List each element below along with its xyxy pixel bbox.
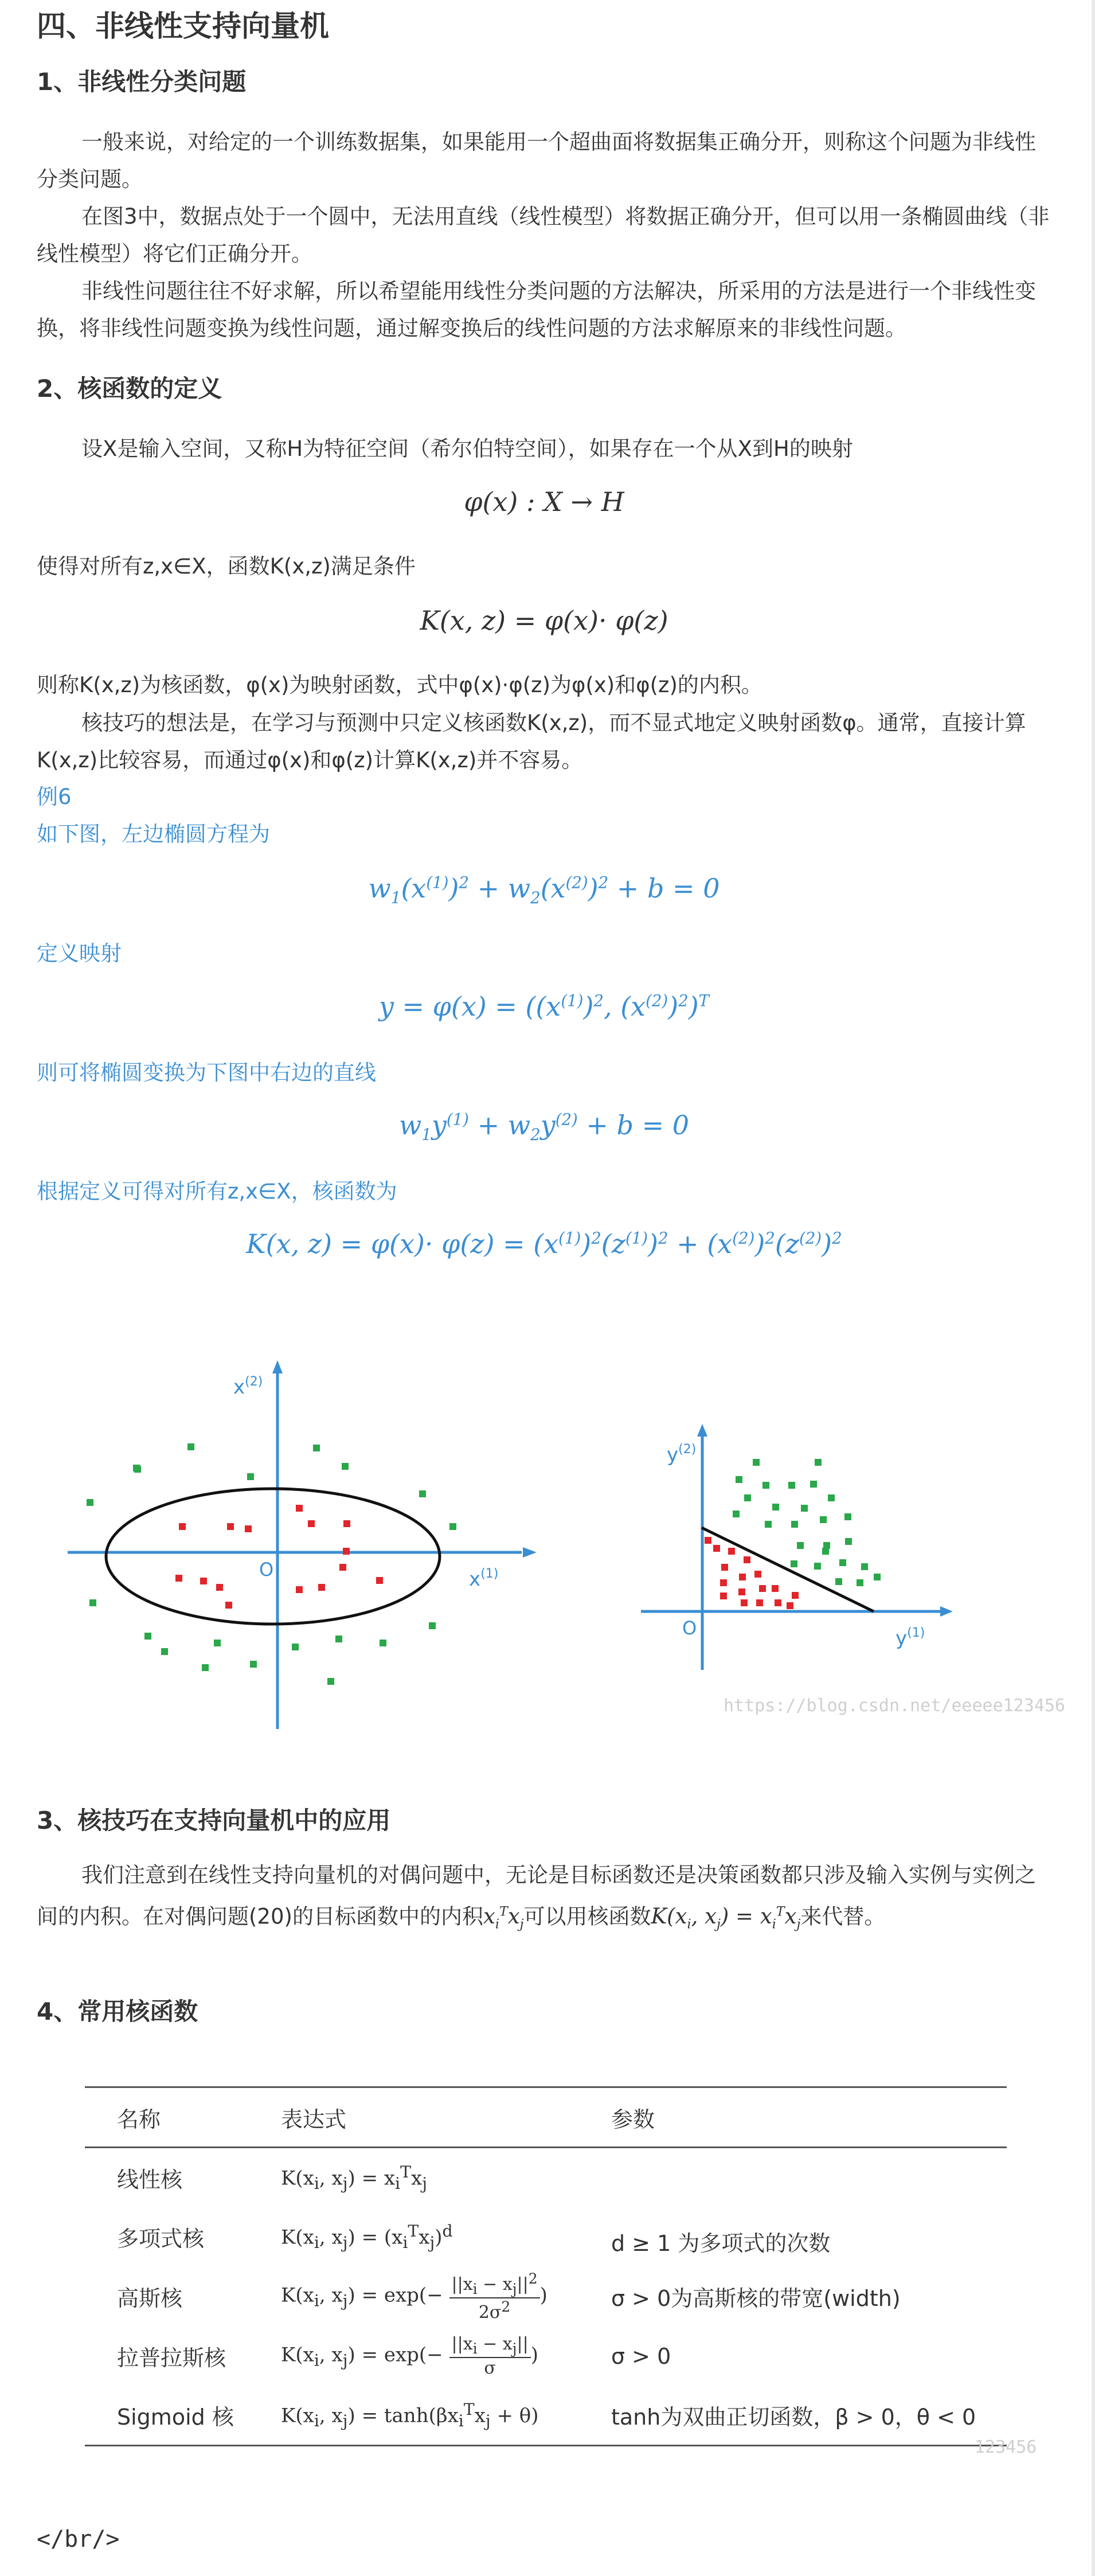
ellipse-boundary — [106, 1489, 440, 1624]
kernel-param: d ≥ 1 为多项式的次数 — [611, 2231, 831, 2256]
negative-point — [227, 1523, 234, 1530]
negative-point — [318, 1584, 325, 1591]
positive-point — [292, 1644, 299, 1650]
table-header-row — [85, 2087, 1007, 2148]
positive-point — [202, 1664, 209, 1671]
text-span: 我们注意到在线性支持向量机的对偶问题中，无论是目标函数还是决策函数都只涉及输入实例与实例之间的内积。在对偶问题(20)的目标函数中的内积 — [37, 1863, 1036, 1929]
kernel-name: 拉普拉斯核 — [117, 2345, 226, 2371]
positive-point — [380, 1640, 386, 1646]
positive-point — [845, 1538, 852, 1545]
positive-point — [736, 1476, 742, 1483]
positive-point — [820, 1516, 827, 1523]
positive-point — [214, 1640, 221, 1646]
negative-point — [787, 1602, 793, 1609]
positive-point — [429, 1622, 436, 1629]
negative-point — [720, 1579, 727, 1586]
equation-map-definition: $y = \varphi(x) = ((x^{(1)})^2$, $(x^{(2)})^2)^T$ — [378, 991, 710, 1022]
positive-point — [874, 1574, 881, 1580]
negative-point — [343, 1520, 350, 1527]
negative-point — [713, 1545, 720, 1552]
paragraph: 设X是输入空间，又称H为特征空间（希尔伯特空间），如果存在一个从X到H的映射 — [81, 436, 853, 461]
left-y-label: $x^{(2)}$ — [233, 1375, 263, 1399]
section-title: 四、非线性支持向量机 — [37, 10, 330, 44]
example-text: 定义映射 — [37, 941, 122, 966]
kernel-expression: $K(x_i$, $x_j) = \exp(-$ $\frac{||x_i - x_j||^2}{2\sigma^2}$ ) — [281, 2270, 548, 2323]
heading-kernel-definition: 2、核函数的定义 — [37, 374, 222, 403]
positive-point — [822, 1548, 829, 1555]
positive-point — [844, 1513, 851, 1520]
negative-point — [179, 1523, 186, 1530]
equation-line: $w_1y^{(1)} + w_2y^{(2)} + b = 0$ — [398, 1110, 690, 1145]
equation-kernel-result: K(x, $z) = \varphi(x)\cdot \varphi(z) = (x^{(1)})^2(z^{(1)})^2 + (x^{(2)})^2(z^{(2)})^2$ — [246, 1228, 842, 1259]
text-span: 来代替。 — [800, 1904, 886, 1929]
right-y-arrow — [697, 1424, 707, 1437]
positive-point — [828, 1494, 835, 1501]
example-figure — [0, 1336, 1095, 1738]
table-row — [85, 2148, 1007, 2207]
positive-point — [247, 1473, 254, 1480]
footer-text: </br/> — [37, 2526, 120, 2552]
positive-point — [839, 1559, 846, 1566]
positive-point — [835, 1578, 842, 1585]
example-text: 根据定义可得对所有z,x∈X，核函数为 — [37, 1179, 397, 1204]
kernel-expression: $K(x_i$, $x_j) = (x_i^Tx_j)^d$ — [281, 2221, 453, 2253]
positive-point — [772, 1504, 779, 1511]
right-origin-label: O — [682, 1617, 697, 1639]
table-row — [85, 2327, 1007, 2386]
header-cell: 表达式 — [249, 2087, 579, 2148]
negative-point — [728, 1548, 735, 1555]
scrollbar[interactable] — [1092, 0, 1095, 2576]
positive-point — [313, 1445, 320, 1451]
example-label: 例6 — [37, 784, 72, 809]
positive-point — [144, 1633, 151, 1640]
positive-point — [791, 1560, 797, 1567]
right-points — [705, 1459, 881, 1609]
equation-mapping: φ(x) : X → H — [464, 486, 624, 517]
table-row — [85, 2207, 1007, 2267]
left-x-arrow — [523, 1547, 537, 1558]
left-y-arrow — [272, 1360, 283, 1373]
negative-point — [741, 1599, 748, 1606]
kernel-param — [579, 2148, 1007, 2207]
positive-point — [815, 1459, 822, 1466]
positive-point — [161, 1648, 168, 1655]
kernel-expression: $K(x_i$, $x_j) = \tanh(\beta x_i^Tx_j + \theta)$ — [249, 2386, 579, 2446]
kernel-name: Sigmoid 核 — [85, 2386, 249, 2446]
table-row — [85, 2386, 1007, 2446]
left-x-label: $x^{(1)}$ — [469, 1567, 499, 1591]
negative-point — [775, 1599, 781, 1606]
text-span: 可以用核函数 — [523, 1904, 651, 1929]
watermark: https://blog.csdn.net/eeeee123456 — [724, 1696, 1066, 1716]
kernel-name: 高斯核 — [117, 2286, 183, 2311]
negative-point — [721, 1564, 728, 1571]
equation-ellipse: $w_1(x^{(1)})^2 + w_2(x^{(2)})^2 + b = 0$ — [368, 873, 720, 908]
positive-point — [753, 1459, 760, 1466]
paragraph: 核技巧的想法是，在学习与预测中只定义核函数K(x,z)，而不显式地定义映射函数φ。通常，直接计算K(x,z)比较容易，而通过φ(x)和φ(z)计算K(x,z)并不容易。 — [37, 711, 1026, 772]
right-y-label: $y^{(2)}$ — [667, 1442, 697, 1466]
positive-point — [762, 1482, 769, 1489]
negative-point — [225, 1602, 232, 1609]
negative-point — [738, 1588, 745, 1595]
left-plot — [68, 1360, 537, 1729]
example-text: 如下图，左边椭圆方程为 — [37, 822, 270, 846]
paragraph: 一般来说，对给定的一个训练数据集，如果能用一个超曲面将数据集正确分开，则称这个问题为非线性分类问题。 — [37, 130, 1036, 192]
negative-point — [754, 1571, 761, 1578]
heading-nonlinear-classification: 1、非线性分类问题 — [37, 68, 247, 96]
header-cell: 名称 — [85, 2087, 249, 2148]
negative-point — [756, 1599, 763, 1606]
paragraph — [37, 1856, 1051, 1943]
negative-point — [339, 1564, 346, 1571]
positive-point — [788, 1482, 795, 1489]
positive-point — [89, 1599, 96, 1606]
equation-kernel-condition: K(x, z) = φ(x)· φ(z) — [420, 605, 668, 636]
kernel-expression: $K(x_i$, $x_j) = x_i^Tx_j$ — [281, 2162, 427, 2193]
negative-point — [759, 1585, 766, 1592]
positive-point — [857, 1579, 863, 1586]
kernel-name: 线性核 — [117, 2167, 183, 2192]
heading-common-kernels: 4、常用核函数 — [37, 1997, 198, 2025]
negative-point — [200, 1578, 207, 1584]
right-x-arrow — [940, 1606, 953, 1617]
heading-kernel-trick-svm: 3、核技巧在支持向量机中的应用 — [37, 1806, 391, 1835]
positive-point — [810, 1481, 817, 1488]
negative-point — [739, 1574, 746, 1580]
positive-point — [765, 1521, 772, 1528]
kernel-table — [85, 2086, 1007, 2446]
positive-point — [791, 1521, 798, 1528]
negative-point — [720, 1593, 727, 1599]
kernel-name: 多项式核 — [117, 2226, 205, 2251]
kernel-param: tanh为双曲正切函数，β > 0，θ < 0 — [579, 2386, 1007, 2446]
negative-point — [175, 1575, 182, 1582]
paragraph: 则称K(x,z)为核函数，φ(x)为映射函数，式中φ(x)·φ(z)为φ(x)和φ(z)的内积。 — [37, 673, 762, 697]
positive-point — [335, 1636, 342, 1642]
positive-point — [861, 1563, 868, 1570]
negative-point — [376, 1577, 383, 1584]
negative-point — [705, 1537, 711, 1544]
negative-point — [744, 1556, 750, 1563]
negative-point — [296, 1505, 303, 1512]
positive-point — [87, 1499, 93, 1506]
example-text: 则可将椭圆变换为下图中右边的直线 — [37, 1060, 376, 1085]
paragraph: 非线性问题往往不好求解，所以希望能用线性分类问题的方法解决，所采用的方法是进行一个非线性变换，将非线性问题变换为线性问题，通过解变换后的线性问题的方法求解原来的非线性问题。 — [37, 279, 1036, 341]
negative-point — [343, 1548, 350, 1555]
negative-point — [792, 1592, 799, 1599]
kernel-expression: $K(x_i$, $x_j) = \exp(-$ $\frac{||x_i - x_j||}{\sigma}$ ) — [281, 2334, 539, 2378]
negative-point — [772, 1585, 779, 1592]
inline-formula: $K(x_i$, $x_j) = x_i^Tx_j$ — [651, 1904, 801, 1932]
positive-point — [797, 1542, 804, 1549]
left-origin-label: O — [259, 1559, 274, 1580]
negative-point — [245, 1525, 252, 1532]
positive-point — [744, 1494, 751, 1501]
positive-point — [801, 1505, 808, 1512]
negative-point — [308, 1520, 315, 1527]
positive-point — [419, 1490, 426, 1497]
right-plot — [641, 1424, 953, 1670]
positive-point — [134, 1466, 141, 1473]
positive-point — [327, 1678, 334, 1685]
header-cell: 参数 — [579, 2087, 1007, 2148]
positive-point — [733, 1511, 740, 1517]
negative-point — [296, 1586, 303, 1593]
positive-point — [814, 1563, 821, 1570]
paragraph: 使得对所有z,x∈X，函数K(x,z)满足条件 — [37, 554, 416, 579]
positive-point — [250, 1661, 257, 1668]
kernel-param: σ > 0 — [611, 2343, 671, 2369]
paragraph: 在图3中，数据点处于一个圆中，无法用直线（线性模型）将数据正确分开，但可以用一条椭圆曲线（非线性模型）将它们正确分开。 — [37, 204, 1050, 266]
right-x-label: $y^{(1)}$ — [895, 1626, 925, 1650]
watermark: 123456 — [975, 2437, 1037, 2457]
positive-point — [449, 1523, 456, 1530]
inline-formula: $x_i^Tx_j$ — [483, 1904, 524, 1932]
table-row — [85, 2267, 1007, 2327]
negative-point — [216, 1584, 223, 1591]
positive-point — [187, 1443, 194, 1450]
positive-point — [342, 1463, 349, 1470]
kernel-param: σ > 0为高斯核的带宽(width) — [611, 2286, 901, 2311]
